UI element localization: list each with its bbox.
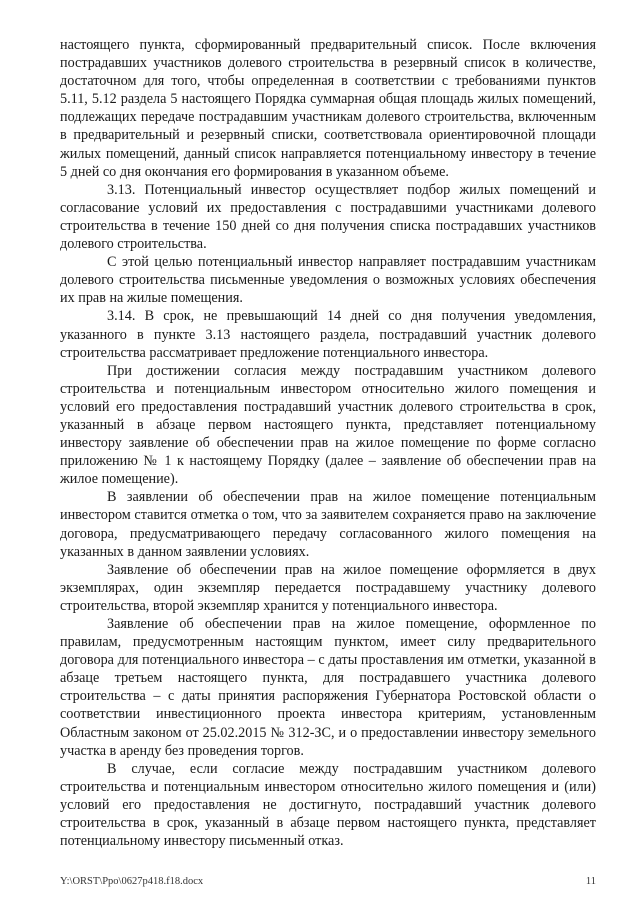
paragraph-9: В случае, если согласие между пострадавшим участником долевого строительства и потенциальным инвестором относительно жилого помещения и (или) условий его предоставления не достигнуто, пострадавший участник долевого строительства в срок, указанный в абзаце первом настоящего пункта, представляет потенциальному инвестору письменный отказ. (60, 760, 596, 850)
paragraph-7: Заявление об обеспечении прав на жилое помещение оформляется в двух экземплярах, один экземпляр передается пострадавшему участнику долевого строительства, второй экземпляр хранится у потенциального инвестора. (60, 561, 596, 614)
document-body (60, 36, 596, 850)
paragraph-5: При достижении согласия между пострадавшим участником долевого строительства и потенциальным инвестором относительно жилого помещения и условий его предоставления пострадавший участник долевого строительства в срок, указанный в абзаце первом настоящего пункта, представляет потенциальному инвестору заявление об обеспечении прав на жилое помещение по форме согласно приложению № 1 к настоящему Порядку (далее – заявление об обеспечении прав на жилое помещение). (60, 362, 596, 488)
footer-file-path: Y:\ORST\Ppo\0627p418.f18.docx (60, 876, 204, 887)
page-number: 11 (585, 876, 596, 887)
paragraph-4: 3.14. В срок, не превышающий 14 дней со дня получения уведомления, указанного в пункте 3.13 настоящего раздела, пострадавший участник долевого строительства рассматривает предложение потенциального инвестора. (60, 308, 596, 361)
paragraph-2: 3.13. Потенциальный инвестор осуществляет подбор жилых помещений и согласование условий их предоставления с пострадавшими участниками долевого строительства в течение 150 дней со дня получения списка пострадавших участников долевого строительства. (60, 181, 596, 253)
paragraph-6: В заявлении об обеспечении прав на жилое помещение потенциальным инвестором ставится отметка о том, что за заявителем сохраняется право на заключение договора, предусматривающего передачу согласованного жилого помещения на указанных в данном заявлении условиях. (60, 489, 596, 560)
paragraph-8: Заявление об обеспечении прав на жилое помещение, оформленное по правилам, предусмотренным настоящим пунктом, имеет силу предварительного договора для потенциального инвестора – с даты проставления им отметки, указанной в абзаце третьем настоящего пункта, для пострадавшего участника долевого строительства – с даты принятия распоряжения Губернатора Ростовской области о соответствии инвестиционного проекта инвестора критериям, установленным Областным законом от 25.02.2015 № 312-ЗС, и о предоставлении инвестору земельного участка в аренду без проведения торгов. (60, 616, 596, 759)
paragraph-3: С этой целью потенциальный инвестор направляет пострадавшим участникам долевого строительства письменные уведомления о возможных условиях обеспечения их прав на жилые помещения. (60, 254, 596, 307)
paragraph-1: настоящего пункта, сформированный предварительный список. После включения пострадавших участников долевого строительства в резервный список в количестве, достаточном для того, чтобы определенная в соответствии с требованиями пунктов 5.11, 5.12 раздела 5 настоящего Порядка суммарная общая площадь жилых помещений, подлежащих передаче пострадавшим участникам долевого строительства, включенным в предварительный и резервный списки, соответствовала ориентировочной площади жилых помещений, данный список направляется потенциальному инвестору в течение 5 дней со дня окончания его формирования в указанном объеме. (60, 37, 596, 180)
